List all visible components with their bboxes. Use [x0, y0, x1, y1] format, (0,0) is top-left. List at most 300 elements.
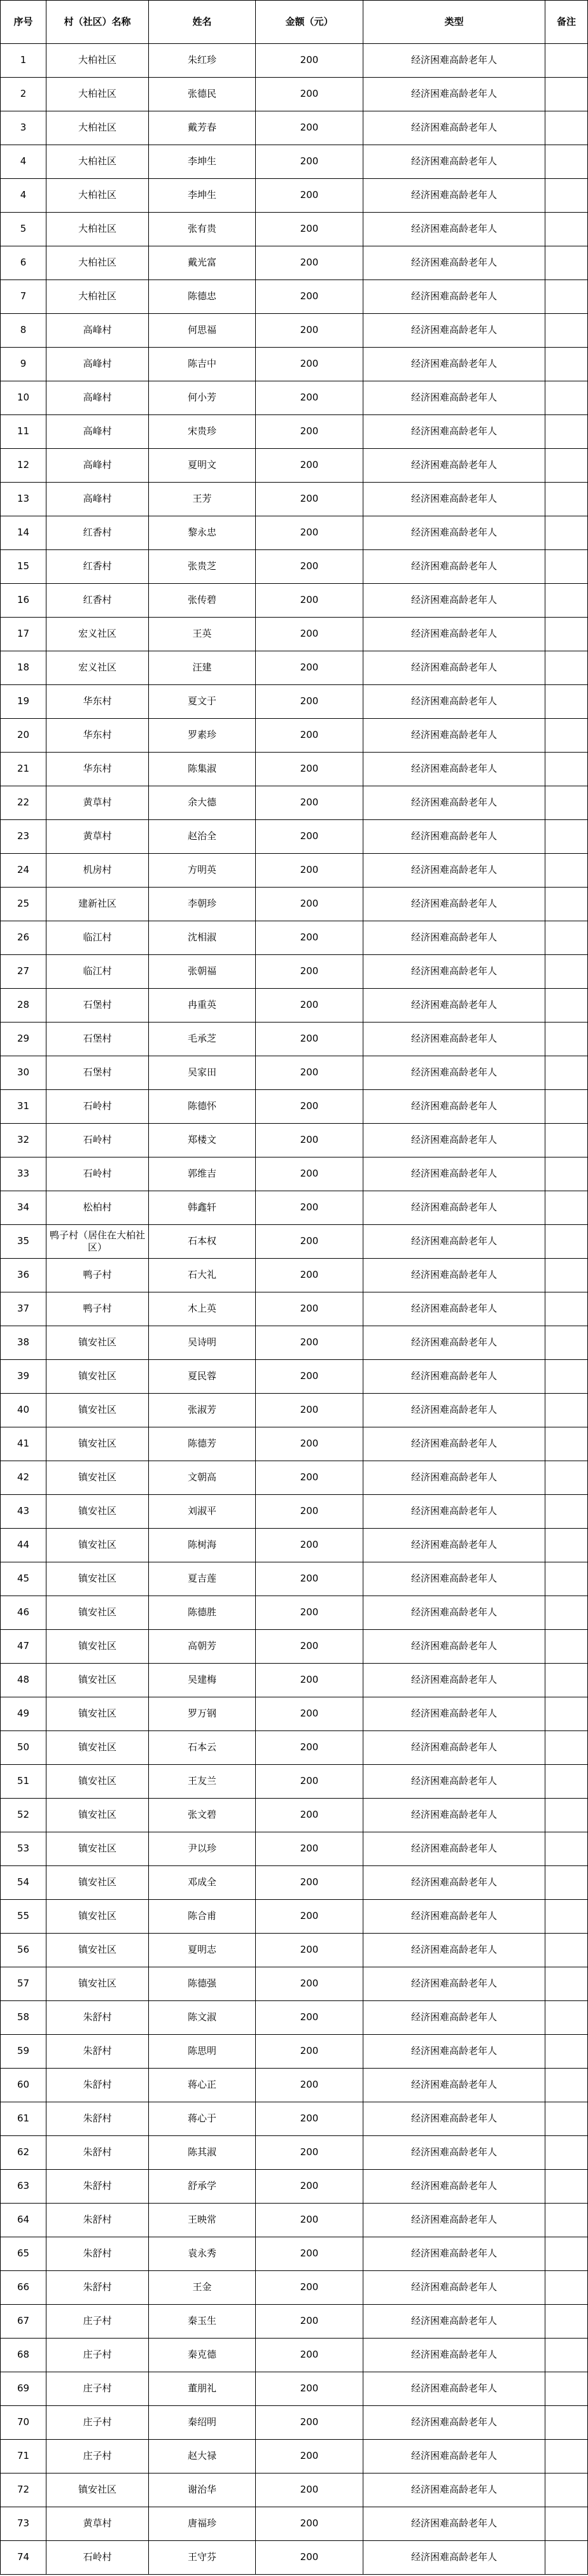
table-row — [1, 1394, 588, 1427]
cell-name: 汪建 — [149, 651, 256, 685]
table-row — [1, 1529, 588, 1562]
cell-no: 37 — [1, 1292, 46, 1326]
cell-type: 经济困难高龄老年人 — [363, 921, 545, 955]
cell-amount: 200 — [256, 1326, 363, 1360]
cell-village: 石岭村 — [46, 1090, 149, 1124]
cell-no: 62 — [1, 2136, 46, 2170]
cell-village: 镇安社区 — [46, 1799, 149, 1832]
cell-remark — [545, 584, 588, 618]
cell-remark — [545, 2001, 588, 2035]
cell-remark — [545, 348, 588, 381]
cell-remark — [545, 651, 588, 685]
cell-no: 63 — [1, 2170, 46, 2204]
cell-no: 26 — [1, 921, 46, 955]
cell-name: 舒承学 — [149, 2170, 256, 2204]
cell-no: 39 — [1, 1360, 46, 1394]
table-row — [1, 44, 588, 78]
table-row — [1, 78, 588, 111]
cell-remark — [545, 618, 588, 651]
cell-remark — [545, 516, 588, 550]
cell-village: 石岭村 — [46, 1124, 149, 1157]
cell-village: 庄子村 — [46, 2305, 149, 2339]
cell-remark — [545, 2541, 588, 2575]
cell-amount: 200 — [256, 1023, 363, 1056]
cell-name: 陈文淑 — [149, 2001, 256, 2035]
table-row — [1, 348, 588, 381]
cell-no: 48 — [1, 1664, 46, 1697]
cell-no: 3 — [1, 111, 46, 145]
cell-type: 经济困难高龄老年人 — [363, 1697, 545, 1731]
cell-type: 经济困难高龄老年人 — [363, 1225, 545, 1259]
cell-name: 王映常 — [149, 2204, 256, 2237]
cell-village: 高峰村 — [46, 415, 149, 449]
cell-remark — [545, 1967, 588, 2001]
cell-name: 张文碧 — [149, 1799, 256, 1832]
cell-amount: 200 — [256, 2204, 363, 2237]
cell-amount: 200 — [256, 2136, 363, 2170]
cell-village: 镇安社区 — [46, 1427, 149, 1461]
cell-no: 34 — [1, 1191, 46, 1225]
cell-type: 经济困难高龄老年人 — [363, 1360, 545, 1394]
cell-remark — [545, 1056, 588, 1090]
cell-no: 5 — [1, 213, 46, 246]
table-row — [1, 1225, 588, 1259]
cell-type: 经济困难高龄老年人 — [363, 1157, 545, 1191]
cell-village: 大柏社区 — [46, 179, 149, 213]
cell-type: 经济困难高龄老年人 — [363, 280, 545, 314]
cell-amount: 200 — [256, 1292, 363, 1326]
cell-village: 宏义社区 — [46, 651, 149, 685]
cell-amount: 200 — [256, 2170, 363, 2204]
cell-remark — [545, 921, 588, 955]
cell-no: 27 — [1, 955, 46, 989]
cell-name: 邓成全 — [149, 1866, 256, 1900]
cell-village: 镇安社区 — [46, 2473, 149, 2507]
cell-remark — [545, 550, 588, 584]
cell-name: 张传碧 — [149, 584, 256, 618]
cell-name: 陈德芳 — [149, 1427, 256, 1461]
cell-type: 经济困难高龄老年人 — [363, 1124, 545, 1157]
cell-remark — [545, 989, 588, 1023]
cell-name: 沈相淑 — [149, 921, 256, 955]
cell-type: 经济困难高龄老年人 — [363, 888, 545, 921]
cell-type: 经济困难高龄老年人 — [363, 820, 545, 854]
cell-type: 经济困难高龄老年人 — [363, 1596, 545, 1630]
cell-no: 4 — [1, 179, 46, 213]
table-row — [1, 753, 588, 786]
cell-amount: 200 — [256, 145, 363, 179]
cell-type: 经济困难高龄老年人 — [363, 1900, 545, 1934]
table-row — [1, 2271, 588, 2305]
cell-amount: 200 — [256, 516, 363, 550]
table-row — [1, 1157, 588, 1191]
cell-type: 经济困难高龄老年人 — [363, 381, 545, 415]
cell-remark — [545, 179, 588, 213]
cell-remark — [545, 1124, 588, 1157]
cell-type: 经济困难高龄老年人 — [363, 2440, 545, 2473]
table-row — [1, 1124, 588, 1157]
cell-type: 经济困难高龄老年人 — [363, 989, 545, 1023]
table-row — [1, 820, 588, 854]
cell-name: 余大德 — [149, 786, 256, 820]
cell-amount: 200 — [256, 584, 363, 618]
cell-village: 石岭村 — [46, 2541, 149, 2575]
table-row — [1, 2507, 588, 2541]
cell-remark — [545, 2136, 588, 2170]
cell-name: 陈德胜 — [149, 1596, 256, 1630]
cell-name: 李坤生 — [149, 145, 256, 179]
cell-no: 1 — [1, 44, 46, 78]
table-row — [1, 280, 588, 314]
cell-no: 25 — [1, 888, 46, 921]
table-row — [1, 1090, 588, 1124]
cell-village: 镇安社区 — [46, 1832, 149, 1866]
cell-remark — [545, 2339, 588, 2372]
cell-village: 鸭子村（居住在大柏社区） — [46, 1225, 149, 1259]
cell-remark — [545, 1461, 588, 1495]
cell-name: 张贵芝 — [149, 550, 256, 584]
cell-amount: 200 — [256, 888, 363, 921]
cell-type: 经济困难高龄老年人 — [363, 1630, 545, 1664]
cell-name: 黎永忠 — [149, 516, 256, 550]
cell-village: 镇安社区 — [46, 1360, 149, 1394]
cell-remark — [545, 2406, 588, 2440]
cell-no: 61 — [1, 2102, 46, 2136]
cell-amount: 200 — [256, 820, 363, 854]
table-row — [1, 2440, 588, 2473]
cell-name: 夏吉莲 — [149, 1562, 256, 1596]
cell-no: 40 — [1, 1394, 46, 1427]
cell-amount: 200 — [256, 786, 363, 820]
cell-type: 经济困难高龄老年人 — [363, 1934, 545, 1967]
cell-type: 经济困难高龄老年人 — [363, 1326, 545, 1360]
cell-amount: 200 — [256, 2541, 363, 2575]
cell-remark — [545, 1664, 588, 1697]
cell-name: 赵治全 — [149, 820, 256, 854]
cell-amount: 200 — [256, 955, 363, 989]
cell-village: 庄子村 — [46, 2440, 149, 2473]
cell-village: 石岭村 — [46, 1157, 149, 1191]
table-row — [1, 483, 588, 516]
cell-no: 23 — [1, 820, 46, 854]
cell-name: 王金 — [149, 2271, 256, 2305]
cell-amount: 200 — [256, 2305, 363, 2339]
cell-name: 蒋心正 — [149, 2069, 256, 2102]
cell-name: 木上英 — [149, 1292, 256, 1326]
cell-village: 朱舒村 — [46, 2102, 149, 2136]
cell-type: 经济困难高龄老年人 — [363, 246, 545, 280]
cell-type: 经济困难高龄老年人 — [363, 854, 545, 888]
cell-village: 镇安社区 — [46, 1630, 149, 1664]
cell-amount: 200 — [256, 483, 363, 516]
cell-village: 庄子村 — [46, 2372, 149, 2406]
cell-amount: 200 — [256, 2507, 363, 2541]
cell-no: 22 — [1, 786, 46, 820]
cell-remark — [545, 1427, 588, 1461]
cell-type: 经济困难高龄老年人 — [363, 584, 545, 618]
table-row — [1, 2136, 588, 2170]
table-row — [1, 1596, 588, 1630]
cell-amount: 200 — [256, 179, 363, 213]
table-row — [1, 1259, 588, 1292]
cell-remark — [545, 78, 588, 111]
cell-village: 高峰村 — [46, 449, 149, 483]
cell-remark — [545, 2372, 588, 2406]
cell-remark — [545, 1326, 588, 1360]
cell-name: 尹以珍 — [149, 1832, 256, 1866]
cell-village: 镇安社区 — [46, 1562, 149, 1596]
cell-name: 谢治华 — [149, 2473, 256, 2507]
cell-amount: 200 — [256, 1664, 363, 1697]
cell-name: 张淑芳 — [149, 1394, 256, 1427]
cell-no: 13 — [1, 483, 46, 516]
cell-amount: 200 — [256, 314, 363, 348]
cell-remark — [545, 1157, 588, 1191]
cell-no: 57 — [1, 1967, 46, 2001]
cell-amount: 200 — [256, 2406, 363, 2440]
cell-amount: 200 — [256, 1461, 363, 1495]
cell-amount: 200 — [256, 2271, 363, 2305]
cell-name: 毛承芝 — [149, 1023, 256, 1056]
cell-no: 52 — [1, 1799, 46, 1832]
cell-type: 经济困难高龄老年人 — [363, 314, 545, 348]
table-row — [1, 584, 588, 618]
cell-no: 31 — [1, 1090, 46, 1124]
cell-type: 经济困难高龄老年人 — [363, 753, 545, 786]
cell-type: 经济困难高龄老年人 — [363, 786, 545, 820]
cell-type: 经济困难高龄老年人 — [363, 348, 545, 381]
cell-remark — [545, 2271, 588, 2305]
cell-type: 经济困难高龄老年人 — [363, 179, 545, 213]
table-row — [1, 955, 588, 989]
cell-name: 秦绍明 — [149, 2406, 256, 2440]
cell-amount: 200 — [256, 44, 363, 78]
cell-no: 46 — [1, 1596, 46, 1630]
cell-type: 经济困难高龄老年人 — [363, 1292, 545, 1326]
cell-remark — [545, 719, 588, 753]
cell-amount: 200 — [256, 1191, 363, 1225]
cell-type: 经济困难高龄老年人 — [363, 1056, 545, 1090]
cell-remark — [545, 1225, 588, 1259]
cell-village: 镇安社区 — [46, 1529, 149, 1562]
cell-village: 镇安社区 — [46, 1731, 149, 1765]
cell-remark — [545, 44, 588, 78]
cell-no: 33 — [1, 1157, 46, 1191]
cell-amount: 200 — [256, 1225, 363, 1259]
cell-type: 经济困难高龄老年人 — [363, 2170, 545, 2204]
cell-village: 大柏社区 — [46, 145, 149, 179]
cell-no: 41 — [1, 1427, 46, 1461]
table-row — [1, 1630, 588, 1664]
table-row — [1, 516, 588, 550]
table-row — [1, 1292, 588, 1326]
cell-no: 49 — [1, 1697, 46, 1731]
cell-type: 经济困难高龄老年人 — [363, 1495, 545, 1529]
cell-village: 临江村 — [46, 955, 149, 989]
cell-remark — [545, 1562, 588, 1596]
cell-no: 50 — [1, 1731, 46, 1765]
table-row — [1, 314, 588, 348]
cell-type: 经济困难高龄老年人 — [363, 2136, 545, 2170]
cell-remark — [545, 111, 588, 145]
cell-type: 经济困难高龄老年人 — [363, 1562, 545, 1596]
table-row — [1, 2035, 588, 2069]
table-row — [1, 719, 588, 753]
table-row — [1, 213, 588, 246]
cell-remark — [545, 145, 588, 179]
cell-type: 经济困难高龄老年人 — [363, 719, 545, 753]
cell-amount: 200 — [256, 1900, 363, 1934]
cell-no: 59 — [1, 2035, 46, 2069]
cell-amount: 200 — [256, 651, 363, 685]
cell-remark — [545, 1360, 588, 1394]
table-row — [1, 854, 588, 888]
cell-remark — [545, 280, 588, 314]
table-row — [1, 1427, 588, 1461]
cell-village: 镇安社区 — [46, 1866, 149, 1900]
cell-no: 42 — [1, 1461, 46, 1495]
table-row — [1, 2102, 588, 2136]
cell-name: 夏明志 — [149, 1934, 256, 1967]
cell-type: 经济困难高龄老年人 — [363, 1461, 545, 1495]
cell-amount: 200 — [256, 1630, 363, 1664]
header-village: 村（社区）名称 — [46, 1, 149, 44]
cell-remark — [545, 1697, 588, 1731]
cell-amount: 200 — [256, 753, 363, 786]
cell-remark — [545, 1731, 588, 1765]
cell-no: 47 — [1, 1630, 46, 1664]
cell-village: 镇安社区 — [46, 1326, 149, 1360]
table-row — [1, 2204, 588, 2237]
table-row — [1, 989, 588, 1023]
cell-amount: 200 — [256, 1394, 363, 1427]
cell-village: 鸭子村 — [46, 1292, 149, 1326]
cell-village: 华东村 — [46, 685, 149, 719]
cell-remark — [545, 820, 588, 854]
cell-amount: 200 — [256, 1832, 363, 1866]
cell-amount: 200 — [256, 1967, 363, 2001]
cell-village: 红香村 — [46, 550, 149, 584]
table-row — [1, 1664, 588, 1697]
cell-amount: 200 — [256, 1056, 363, 1090]
cell-no: 66 — [1, 2271, 46, 2305]
cell-type: 经济困难高龄老年人 — [363, 2473, 545, 2507]
cell-amount: 200 — [256, 2440, 363, 2473]
cell-name: 张有贵 — [149, 213, 256, 246]
cell-no: 24 — [1, 854, 46, 888]
cell-name: 吴建梅 — [149, 1664, 256, 1697]
cell-amount: 200 — [256, 1124, 363, 1157]
header-no: 序号 — [1, 1, 46, 44]
cell-amount: 200 — [256, 2035, 363, 2069]
cell-village: 朱舒村 — [46, 2237, 149, 2271]
cell-name: 张朝福 — [149, 955, 256, 989]
cell-remark — [545, 955, 588, 989]
cell-type: 经济困难高龄老年人 — [363, 1427, 545, 1461]
cell-name: 吴诗明 — [149, 1326, 256, 1360]
cell-no: 12 — [1, 449, 46, 483]
cell-village: 朱舒村 — [46, 2204, 149, 2237]
cell-type: 经济困难高龄老年人 — [363, 651, 545, 685]
cell-remark — [545, 1023, 588, 1056]
cell-amount: 200 — [256, 2372, 363, 2406]
cell-name: 秦克德 — [149, 2339, 256, 2372]
cell-remark — [545, 1495, 588, 1529]
cell-no: 51 — [1, 1765, 46, 1799]
cell-name: 何思福 — [149, 314, 256, 348]
table-body — [1, 44, 588, 2575]
cell-remark — [545, 2473, 588, 2507]
cell-name: 袁永秀 — [149, 2237, 256, 2271]
cell-village: 庄子村 — [46, 2406, 149, 2440]
cell-name: 戴光富 — [149, 246, 256, 280]
cell-name: 石大礼 — [149, 1259, 256, 1292]
cell-amount: 200 — [256, 280, 363, 314]
cell-remark — [545, 1596, 588, 1630]
table-row — [1, 1461, 588, 1495]
cell-village: 朱舒村 — [46, 2170, 149, 2204]
cell-type: 经济困难高龄老年人 — [363, 1529, 545, 1562]
cell-no: 9 — [1, 348, 46, 381]
cell-village: 石堡村 — [46, 1056, 149, 1090]
cell-village: 庄子村 — [46, 2339, 149, 2372]
cell-type: 经济困难高龄老年人 — [363, 955, 545, 989]
cell-remark — [545, 1090, 588, 1124]
cell-remark — [545, 381, 588, 415]
cell-no: 11 — [1, 415, 46, 449]
cell-amount: 200 — [256, 1731, 363, 1765]
cell-amount: 200 — [256, 2473, 363, 2507]
cell-type: 经济困难高龄老年人 — [363, 78, 545, 111]
table-row — [1, 1900, 588, 1934]
cell-type: 经济困难高龄老年人 — [363, 516, 545, 550]
cell-no: 6 — [1, 246, 46, 280]
table-header-row — [1, 1, 588, 44]
cell-village: 镇安社区 — [46, 1900, 149, 1934]
cell-name: 刘淑平 — [149, 1495, 256, 1529]
cell-village: 大柏社区 — [46, 213, 149, 246]
cell-village: 大柏社区 — [46, 246, 149, 280]
table-row — [1, 2541, 588, 2575]
cell-village: 朱舒村 — [46, 2271, 149, 2305]
cell-type: 经济困难高龄老年人 — [363, 111, 545, 145]
cell-village: 红香村 — [46, 516, 149, 550]
cell-remark — [545, 753, 588, 786]
cell-type: 经济困难高龄老年人 — [363, 2069, 545, 2102]
table-row — [1, 921, 588, 955]
cell-amount: 200 — [256, 246, 363, 280]
cell-amount: 200 — [256, 111, 363, 145]
cell-type: 经济困难高龄老年人 — [363, 2001, 545, 2035]
cell-amount: 200 — [256, 618, 363, 651]
cell-amount: 200 — [256, 1157, 363, 1191]
cell-type: 经济困难高龄老年人 — [363, 1832, 545, 1866]
cell-village: 镇安社区 — [46, 1394, 149, 1427]
cell-village: 朱舒村 — [46, 2035, 149, 2069]
table-row — [1, 246, 588, 280]
cell-remark — [545, 2204, 588, 2237]
cell-no: 20 — [1, 719, 46, 753]
cell-amount: 200 — [256, 921, 363, 955]
cell-remark — [545, 786, 588, 820]
cell-amount: 200 — [256, 719, 363, 753]
table-row — [1, 2170, 588, 2204]
cell-village: 机房村 — [46, 854, 149, 888]
cell-village: 朱舒村 — [46, 2069, 149, 2102]
cell-village: 镇安社区 — [46, 1697, 149, 1731]
cell-type: 经济困难高龄老年人 — [363, 1765, 545, 1799]
cell-type: 经济困难高龄老年人 — [363, 2372, 545, 2406]
